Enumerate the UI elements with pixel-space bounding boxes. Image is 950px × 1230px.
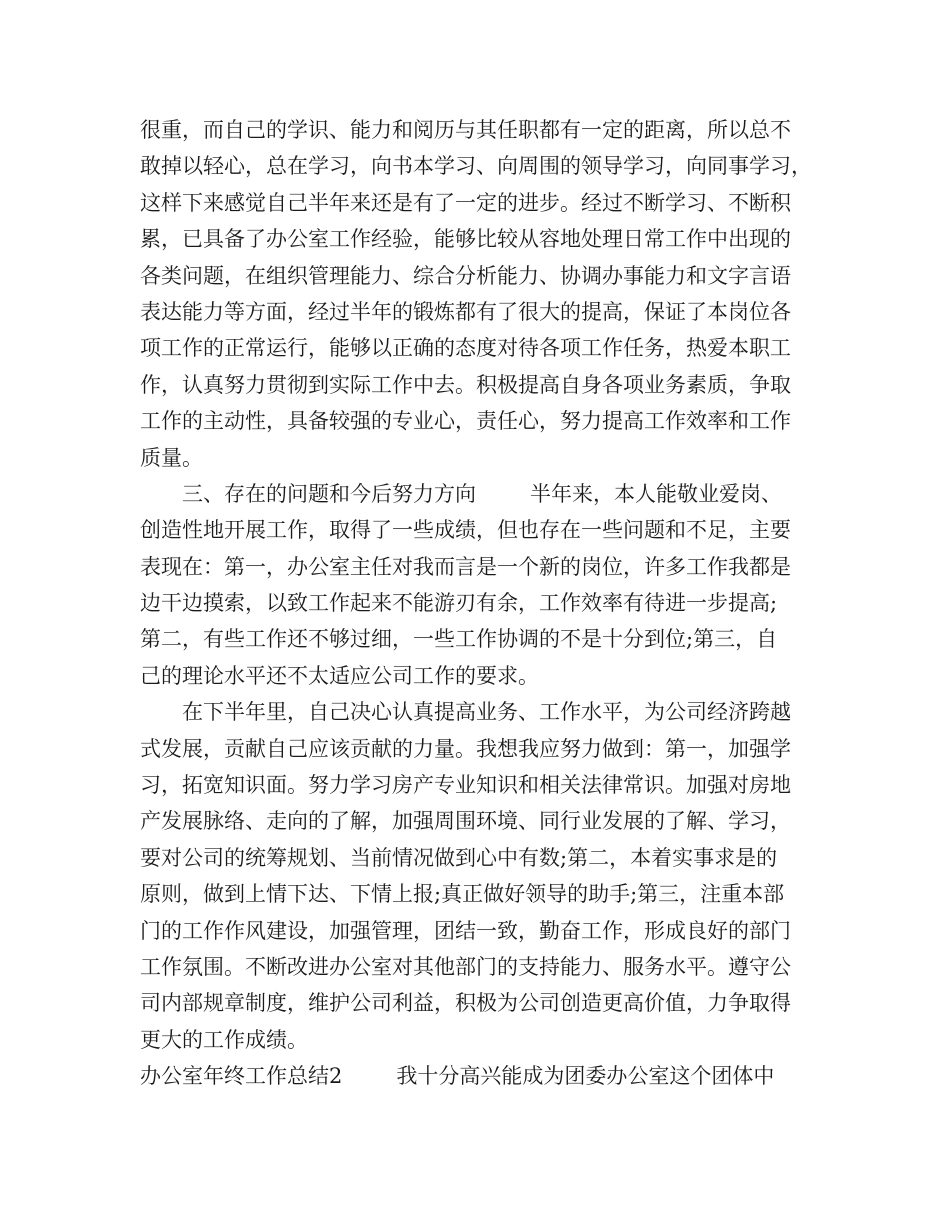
text-run: 半年来，本人能敬业爱岗、 — [530, 481, 782, 506]
text-line: 习，拓宽知识面。努力学习房产专业知识和相关法律常识。加强对房地 — [140, 773, 791, 798]
text-line: 项工作的正常运行，能够以正确的态度对待各项工作任务，热爱本职工 — [140, 336, 791, 361]
text-line: 这样下来感觉自己半年来还是有了一定的进步。经过不断学习、不断积 — [140, 190, 791, 215]
text-line: 工作氛围。不断改进办公室对其他部门的支持能力、服务水平。遵守公 — [140, 954, 791, 979]
text-line: 在下半年里，自己决心认真提高业务、工作水平，为公司经济跨越 — [182, 700, 791, 725]
text-line: 要对公司的统筹规划、当前情况做到心中有数;第二，本着实事求是的 — [140, 845, 778, 870]
text-line: 产发展脉络、走向的了解，加强周围环境、同行业发展的了解、学习， — [140, 809, 791, 834]
text-line — [140, 476, 812, 512]
text-line: 边干边摸索，以致工作起来不能游刃有余，工作效率有待进一步提高; — [140, 591, 778, 616]
section-title: 办公室年终工作总结2 — [140, 1064, 343, 1089]
document-body — [140, 112, 812, 1095]
text-line: 敢掉以轻心，总在学习，向书本学习、向周围的领导学习，向同事学习， — [140, 154, 812, 179]
text-line: 原则，做到上情下达、下情上报;真正做好领导的助手;第三，注重本部 — [140, 882, 785, 907]
text-line: 表现在：第一，办公室主任对我而言是一个新的岗位，许多工作我都是 — [140, 554, 791, 579]
text-line: 门的工作作风建设，加强管理，团结一致，勤奋工作，形成良好的部门 — [140, 918, 791, 943]
paragraph-work-progress — [140, 112, 812, 476]
section-heading: 三、存在的问题和今后努力方向 — [182, 481, 476, 506]
text-line: 质量。 — [140, 445, 203, 470]
text-line: 作，认真努力贯彻到实际工作中去。积极提高自身各项业务素质，争取 — [140, 372, 791, 397]
text-line: 工作的主动性，具备较强的专业心，责任心，努力提高工作效率和工作 — [140, 409, 791, 434]
text-line: 表达能力等方面，经过半年的锻炼都有了很大的提高，保证了本岗位各 — [140, 299, 791, 324]
paragraph-problems — [140, 476, 812, 694]
text-line: 更大的工作成绩。 — [140, 1027, 308, 1052]
text-line: 己的理论水平还不太适应公司工作的要求。 — [140, 663, 539, 688]
text-line: 式发展，贡献自己应该贡献的力量。我想我应努力做到：第一，加强学 — [140, 736, 791, 761]
text-line — [140, 1058, 812, 1094]
text-line: 创造性地开展工作，取得了一些成绩，但也存在一些问题和不足，主要 — [140, 518, 791, 543]
paragraph-plans — [140, 694, 812, 1058]
text-run: 我十分高兴能成为团委办公室这个团体中 — [396, 1064, 775, 1089]
text-line: 很重，而自己的学识、能力和阅历与其任职都有一定的距离，所以总不 — [140, 118, 791, 142]
text-line: 各类问题，在组织管理能力、综合分析能力、协调办事能力和文字言语 — [140, 263, 791, 288]
text-line: 第二，有些工作还不够过细，一些工作协调的不是十分到位;第三，自 — [140, 627, 778, 652]
text-line: 司内部规章制度，维护公司利益，积极为公司创造更高价值，力争取得 — [140, 991, 791, 1016]
text-line: 累，已具备了办公室工作经验，能够比较从容地处理日常工作中出现的 — [140, 227, 791, 252]
